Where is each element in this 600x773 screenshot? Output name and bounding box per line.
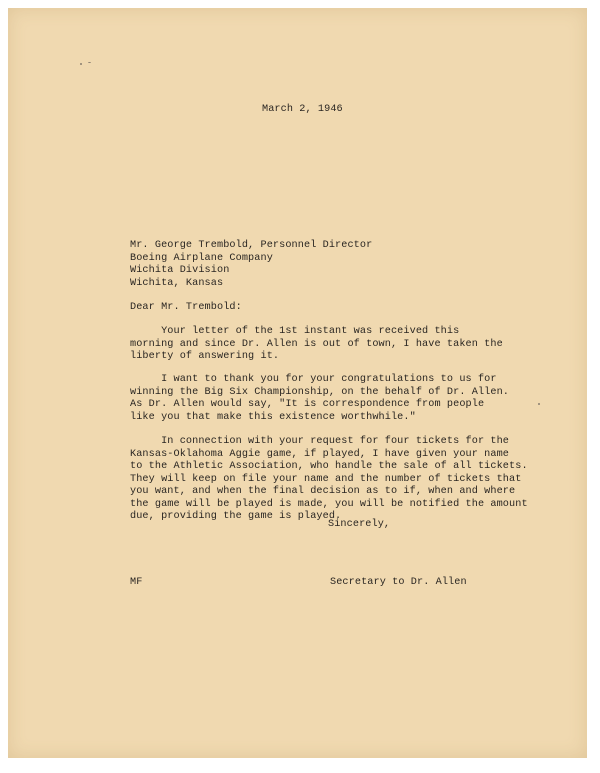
body-line: Kansas-Oklahoma Aggie game, if played, I have given your name — [130, 448, 510, 460]
signature-line: Secretary to Dr. Allen — [330, 577, 467, 588]
body-line: I want to thank you for your congratulations to us for — [130, 374, 497, 385]
paper-speck — [80, 63, 82, 65]
address-line: Wichita, Kansas — [130, 277, 224, 289]
body-line: the game will be played is made, you will be notified the amount — [130, 498, 528, 510]
body-line: to the Athletic Association, who handle the sale of all tickets. — [130, 461, 528, 472]
address-line: Boeing Airplane Company — [130, 252, 273, 264]
body-line: liberty of answering it. — [130, 351, 280, 362]
salutation: Dear Mr. Trembold: — [130, 302, 242, 313]
address-line: Mr. George Trembold, Personnel Director — [130, 240, 373, 251]
closing: Sincerely, — [328, 519, 391, 530]
body-line: winning the Big Six Championship, on the behalf of Dr. Allen. — [130, 386, 510, 398]
typist-initials: MF — [130, 577, 143, 588]
body-line: like you that make this existence worthwhile." — [130, 411, 416, 423]
body-line: They will keep on file your name and the number of tickets that — [130, 473, 522, 485]
body-line: morning and since Dr. Allen is out of town, I have taken the — [130, 338, 503, 350]
paper-speck — [538, 403, 540, 405]
body-line: you want, and when the final decision as to if, when and where — [130, 486, 516, 497]
paper-speck — [88, 62, 91, 63]
address-line: Wichita Division — [130, 265, 230, 276]
body-line: due, providing the game is played. — [130, 511, 342, 522]
body-line: As Dr. Allen would say, "It is correspondence from people — [130, 399, 485, 410]
body-line: In connection with your request for four tickets for the — [130, 436, 510, 447]
body-line: Your letter of the 1st instant was received this — [130, 326, 460, 337]
letter-date: March 2, 1946 — [262, 104, 343, 115]
